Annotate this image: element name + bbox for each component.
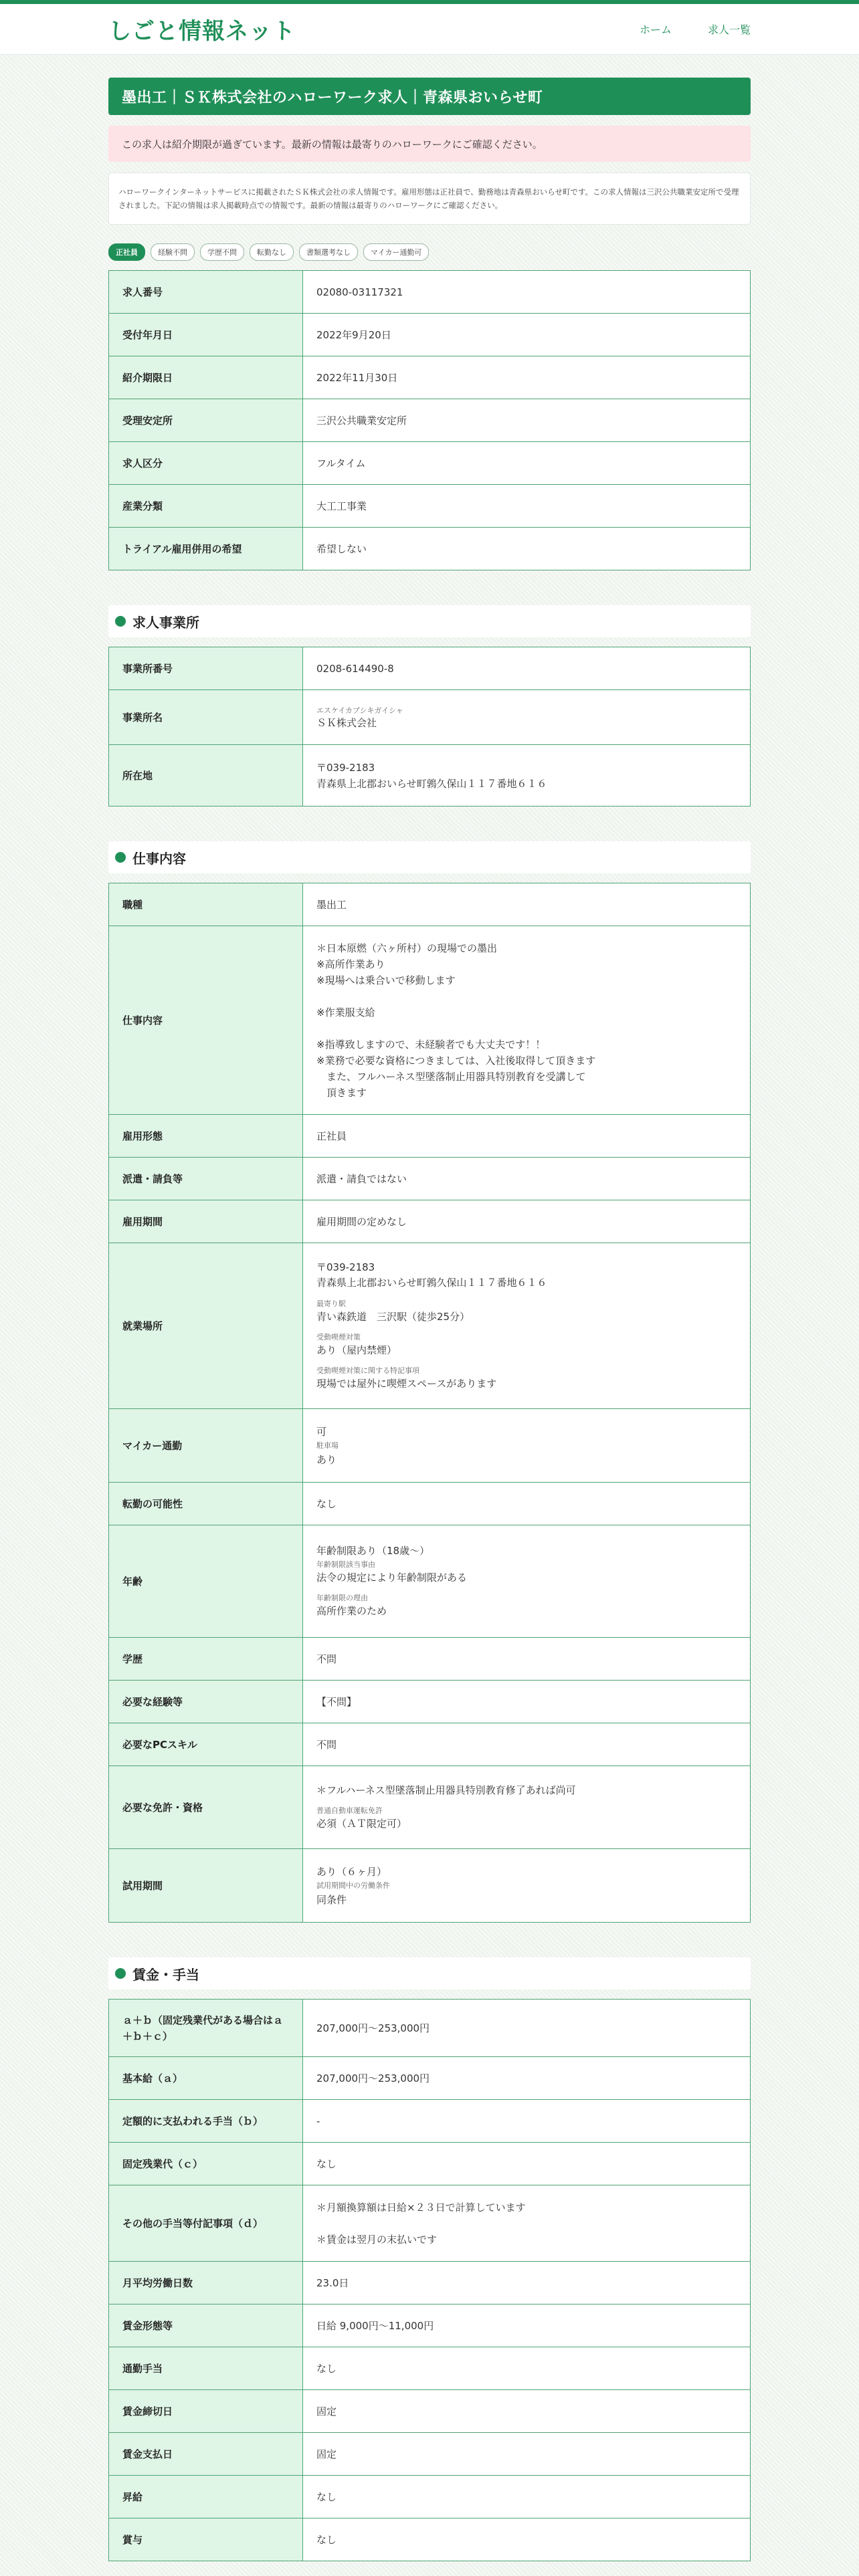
global-nav: [640, 21, 751, 37]
section-title: 賃金・手当: [132, 1966, 199, 1983]
row-value: 固定: [303, 2433, 751, 2476]
row-value: 正社員: [303, 1115, 751, 1158]
sub-label: 試用期間中の労働条件: [316, 1881, 390, 1890]
parking: あり: [316, 1453, 337, 1466]
row-label: 雇用形態: [109, 1115, 303, 1158]
office-table: [108, 647, 751, 807]
section-title: 仕事内容: [132, 850, 186, 867]
driver-license: 必須（ＡＴ限定可）: [316, 1818, 407, 1830]
sub-label: 受動喫煙対策: [316, 1332, 361, 1341]
table-row: [109, 2262, 751, 2304]
row-value: 207,000円〜253,000円: [303, 2057, 751, 2100]
bullet-icon: [115, 1968, 126, 1979]
main-content: [108, 55, 751, 2561]
table-row: [109, 1115, 751, 1158]
row-value: 固定: [303, 2390, 751, 2433]
age-reason: 高所作業のため: [316, 1605, 387, 1618]
tag-no-document-screening: 書類選考なし: [299, 243, 358, 261]
table-row: [109, 2100, 751, 2143]
row-value: 墨出工: [303, 883, 751, 926]
row-value: フルタイム: [303, 442, 751, 485]
row-value: [303, 745, 751, 807]
tag-no-transfer: 転勤なし: [250, 243, 294, 261]
row-label: 試用期間: [109, 1849, 303, 1923]
row-value: 0208-614490-8: [303, 647, 751, 690]
row-value: 希望しない: [303, 528, 751, 570]
row-value: [303, 1766, 751, 1849]
row-value: なし: [303, 2518, 751, 2561]
table-row: [109, 442, 751, 485]
table-row: [109, 1723, 751, 1766]
row-label: 派遣・請負等: [109, 1158, 303, 1200]
table-row: [109, 356, 751, 399]
table-row: [109, 2476, 751, 2518]
row-label: 転勤の可能性: [109, 1483, 303, 1525]
work-table: [108, 883, 751, 1923]
table-row: [109, 1766, 751, 1849]
sub-label: 受動喫煙対策に関する特記事項: [316, 1366, 419, 1376]
row-value: 雇用期間の定めなし: [303, 1200, 751, 1243]
row-label: 紹介期限日: [109, 356, 303, 399]
sub-label: 最寄り駅: [316, 1299, 346, 1308]
bullet-icon: [115, 616, 126, 627]
table-row: [109, 1681, 751, 1723]
nav-home-link[interactable]: ホーム: [639, 23, 672, 36]
zip-code: 〒039-2183: [316, 761, 375, 774]
table-row: [109, 1243, 751, 1409]
table-row: [109, 1849, 751, 1923]
row-label: その他の手当等付記事項（ｄ）: [109, 2185, 303, 2262]
tag-no-education: 学歴不問: [200, 243, 244, 261]
table-row: [109, 2304, 751, 2347]
table-row: [109, 690, 751, 745]
row-value: ＊月額換算額は日給×２３日で計算しています ＊賃金は翌月の末払いです: [303, 2185, 751, 2262]
row-label: 就業場所: [109, 1243, 303, 1409]
site-header: [0, 4, 859, 55]
row-label: 所在地: [109, 745, 303, 807]
sub-label: 年齢制限の理由: [316, 1594, 368, 1603]
sub-label: 普通自動車運転免許: [316, 1806, 383, 1816]
row-value: [303, 1243, 751, 1409]
table-row: [109, 1409, 751, 1483]
table-row: [109, 528, 751, 570]
row-label: 年齢: [109, 1525, 303, 1638]
table-row: [109, 485, 751, 528]
row-label: 賞与: [109, 2518, 303, 2561]
smoking-note: 現場では屋外に喫煙スペースがあります: [316, 1378, 497, 1390]
company-kana: エスケイカブシキガイシャ: [316, 706, 403, 716]
row-value: 三沢公共職業安定所: [303, 399, 751, 442]
basic-info-table: [108, 270, 751, 570]
nearest-station: 青い森鉄道 三沢駅（徒歩25分）: [316, 1310, 470, 1323]
row-value: 【不問】: [303, 1681, 751, 1723]
zip-code: 〒039-2183: [316, 1261, 375, 1274]
row-label: 賃金形態等: [109, 2304, 303, 2347]
row-value: 派遣・請負ではない: [303, 1158, 751, 1200]
row-value: [303, 1409, 751, 1483]
row-label: トライアル雇用併用の希望: [109, 528, 303, 570]
row-value: [303, 1849, 751, 1923]
row-value: 大工工事業: [303, 485, 751, 528]
job-tags: [108, 243, 751, 261]
age-reason-type: 法令の規定により年齢制限がある: [316, 1572, 468, 1584]
table-row: [109, 399, 751, 442]
row-label: マイカー通勤: [109, 1409, 303, 1483]
row-label: 事業所名: [109, 690, 303, 745]
table-row: [109, 1200, 751, 1243]
row-label: 雇用期間: [109, 1200, 303, 1243]
trial-conditions: 同条件: [316, 1893, 347, 1906]
row-value: 23.0日: [303, 2262, 751, 2304]
row-label: 産業分類: [109, 485, 303, 528]
table-row: [109, 2518, 751, 2561]
row-value: 2022年9月20日: [303, 314, 751, 356]
row-label: 固定残業代（ｃ）: [109, 2143, 303, 2185]
table-row: [109, 2433, 751, 2476]
table-row: [109, 745, 751, 807]
expired-notice: この求人は紹介期限が過ぎています。最新の情報は最寄りのハローワークにご確認ください。: [108, 126, 751, 162]
site-logo[interactable]: しごと情報ネット: [108, 18, 296, 45]
row-value: 02080-03117321: [303, 271, 751, 314]
row-label: 必要な免許・資格: [109, 1766, 303, 1849]
tag-full-time: 正社員: [108, 243, 145, 261]
age-limit: 年齢制限あり（18歳〜）: [316, 1544, 430, 1557]
section-title: 求人事業所: [132, 614, 199, 631]
section-heading-wage: [108, 1957, 751, 1990]
row-label: 定額的に支払われる手当（ｂ）: [109, 2100, 303, 2143]
row-label: 昇給: [109, 2476, 303, 2518]
table-row: [109, 2000, 751, 2057]
row-label: 仕事内容: [109, 926, 303, 1115]
table-row: [109, 883, 751, 926]
row-value: なし: [303, 2347, 751, 2390]
row-value: 不問: [303, 1723, 751, 1766]
row-label: 通勤手当: [109, 2347, 303, 2390]
table-row: [109, 2347, 751, 2390]
sub-label: 年齢制限該当事由: [316, 1560, 375, 1570]
table-row: [109, 2057, 751, 2100]
row-label: 月平均労働日数: [109, 2262, 303, 2304]
row-label: 事業所番号: [109, 647, 303, 690]
row-value: 2022年11月30日: [303, 356, 751, 399]
table-row: [109, 2185, 751, 2262]
row-value: 日給 9,000円〜11,000円: [303, 2304, 751, 2347]
row-label: 必要なPCスキル: [109, 1723, 303, 1766]
row-label: 受理安定所: [109, 399, 303, 442]
row-label: 賃金締切日: [109, 2390, 303, 2433]
tag-no-experience: 経験不問: [151, 243, 195, 261]
row-value: ＊日本原燃（六ヶ所村）の現場での墨出 ※高所作業あり ※現場へは乗合いで移動します ※作業服支給 ※指導致しますので、未経験者でも大丈夫です！！ ※業務で必要な資格につきましては、入社後取得して頂きます また、フルハーネス型墜落制止用器具特別教育を受講して 頂きます: [303, 926, 751, 1115]
row-value: なし: [303, 2476, 751, 2518]
section-heading-office: [108, 605, 751, 637]
row-label: 賃金支払日: [109, 2433, 303, 2476]
bullet-icon: [115, 852, 126, 863]
wage-table: [108, 1999, 751, 2561]
row-value: 不問: [303, 1638, 751, 1681]
row-label: 職種: [109, 883, 303, 926]
row-label: 基本給（ａ）: [109, 2057, 303, 2100]
address: 青森県上北郡おいらせ町鶉久保山１１７番地６１６: [316, 777, 547, 790]
trial-period: あり（６ヶ月）: [316, 1865, 387, 1878]
car-commute: 可: [316, 1425, 327, 1438]
job-title: 墨出工｜ＳＫ株式会社のハローワーク求人｜青森県おいらせ町: [108, 78, 751, 115]
row-label: 受付年月日: [109, 314, 303, 356]
row-value: なし: [303, 1483, 751, 1525]
row-label: 求人区分: [109, 442, 303, 485]
row-value: なし: [303, 2143, 751, 2185]
row-label: 学歴: [109, 1638, 303, 1681]
table-row: [109, 314, 751, 356]
row-value: [303, 1525, 751, 1638]
smoking-policy: あり（屋内禁煙）: [316, 1344, 397, 1356]
row-value: -: [303, 2100, 751, 2143]
table-row: [109, 1483, 751, 1525]
row-label: 必要な経験等: [109, 1681, 303, 1723]
tag-car-commute: マイカー通勤可: [363, 243, 429, 261]
row-label: 求人番号: [109, 271, 303, 314]
section-heading-work: [108, 841, 751, 873]
row-value: [303, 690, 751, 745]
row-value: 207,000円〜253,000円: [303, 2000, 751, 2057]
table-row: [109, 1525, 751, 1638]
row-label: ａ＋ｂ（固定残業代がある場合はａ＋ｂ＋ｃ）: [109, 2000, 303, 2057]
table-row: [109, 647, 751, 690]
table-row: [109, 271, 751, 314]
table-row: [109, 1158, 751, 1200]
license: ＊フルハーネス型墜落制止用器具特別教育修了あれば尚可: [316, 1784, 576, 1796]
address: 青森県上北郡おいらせ町鶉久保山１１７番地６１６: [316, 1277, 547, 1289]
nav-job-list-link[interactable]: 求人一覧: [707, 23, 751, 36]
sub-label: 駐車場: [316, 1440, 339, 1450]
table-row: [109, 1638, 751, 1681]
company-name: ＳＫ株式会社: [316, 717, 377, 730]
table-row: [109, 926, 751, 1115]
table-row: [109, 2390, 751, 2433]
table-row: [109, 2143, 751, 2185]
job-intro: ハローワークインターネットサービスに掲載されたＳＫ株式会社の求人情報です。雇用形態は正社員で、勤務地は青森県おいらせ町です。この求人情報は三沢公共職業安定所で受理されました。下記の情報は求人掲載時点での情報です。最新の情報は最寄りのハローワークにご確認ください。: [108, 173, 751, 225]
